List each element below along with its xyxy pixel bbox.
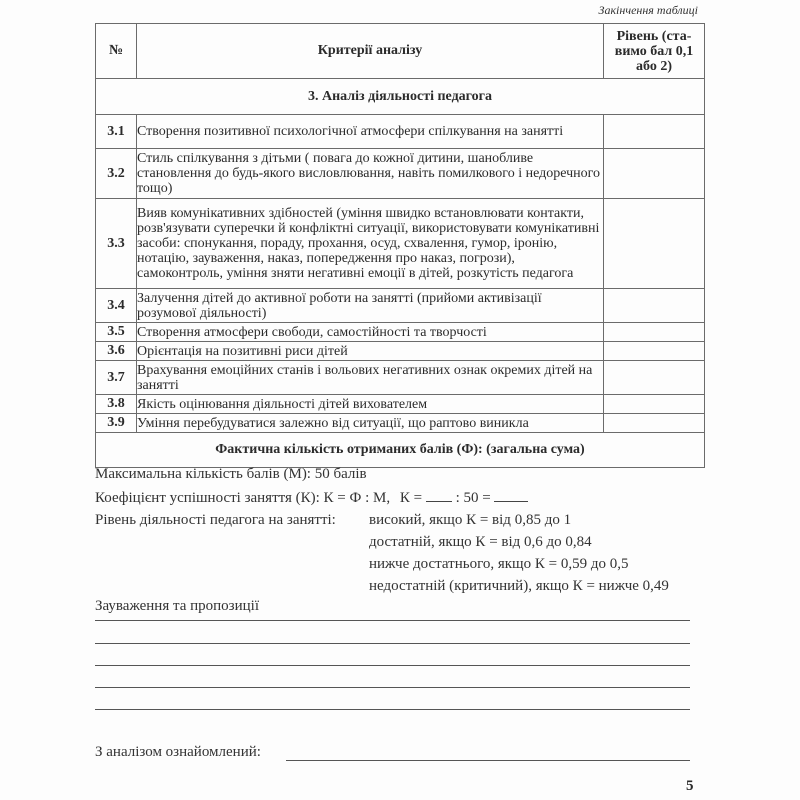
row-criteria: Уміння перебудуватися залежно від ситуації, що раптово виникла: [137, 414, 604, 433]
max-points-text: Максимальна кількість балів (М): 50 балів: [95, 466, 367, 482]
row-criteria: Вияв комунікативних здібностей (уміння швидко встановлювати контакти, розв'язувати суперечки й конфліктні ситуації, використовувати комунікативні засоби: спонукання, пораду, прохання, осуд, схвалення, гумор, іронію, нотацію, зауваження, наказ, попередження про наказ, погрози), самоконтроль, уміння зняти негативні емоції в дітей, розкутість педагога: [137, 199, 604, 289]
remarks-line[interactable]: [95, 665, 690, 666]
coefficient-formula: Коефіцієнт успішності заняття (К): К = Ф : М,: [95, 490, 391, 506]
phi-blank-field[interactable]: [426, 489, 452, 502]
row-number: 3.3: [96, 199, 137, 289]
page-number: 5: [686, 778, 694, 794]
row-number: 3.4: [96, 289, 137, 323]
continuation-label: Закінчення таблиці: [598, 3, 698, 17]
row-criteria: Орієнтація на позитивні риси дітей: [137, 342, 604, 361]
signature-line[interactable]: [286, 760, 690, 761]
row-score-cell[interactable]: [604, 342, 705, 361]
coefficient-line: [95, 489, 528, 507]
row-number: 3.7: [96, 361, 137, 395]
row-criteria: Створення позитивної психологічної атмосфери спілкування на занятті: [137, 115, 604, 149]
table-row: [96, 342, 705, 361]
header-criteria: Критерії аналізу: [137, 24, 604, 79]
remarks-line[interactable]: [95, 620, 690, 621]
row-number: 3.6: [96, 342, 137, 361]
row-score-cell[interactable]: [604, 289, 705, 323]
row-criteria: Якість оцінювання діяльності дітей вихователем: [137, 395, 604, 414]
remarks-line[interactable]: [95, 643, 690, 644]
section-row: [96, 79, 705, 115]
remarks-label: Зауваження та пропозиції: [95, 598, 259, 614]
row-number: 3.2: [96, 149, 137, 199]
row-score-cell[interactable]: [604, 199, 705, 289]
total-row: [96, 433, 705, 468]
row-criteria: Створення атмосфери свободи, самостійності та творчості: [137, 323, 604, 342]
row-number: 3.8: [96, 395, 137, 414]
level-sufficient: достатній, якщо К = від 0,6 до 0,84: [369, 534, 592, 550]
k-result-blank-field[interactable]: [494, 489, 528, 502]
coefficient-k: К =: [399, 490, 423, 506]
row-score-cell[interactable]: [604, 395, 705, 414]
table-row: [96, 395, 705, 414]
row-number: 3.1: [96, 115, 137, 149]
table-row: [96, 289, 705, 323]
table-row: [96, 323, 705, 342]
row-score-cell[interactable]: [604, 414, 705, 433]
row-score-cell[interactable]: [604, 149, 705, 199]
acknowledged-label: З аналізом ознайомлений:: [95, 744, 261, 760]
remarks-line[interactable]: [95, 687, 690, 688]
level-high: високий, якщо К = від 0,85 до 1: [369, 512, 572, 528]
table-row: [96, 115, 705, 149]
row-criteria: Залучення дітей до активної роботи на занятті (прийоми активізації розумової діяльності): [137, 289, 604, 323]
table-row: [96, 414, 705, 433]
section-title: 3. Аналіз діяльності педагога: [96, 79, 705, 115]
row-number: 3.9: [96, 414, 137, 433]
header-number: №: [96, 24, 137, 79]
row-score-cell[interactable]: [604, 323, 705, 342]
table-row: [96, 149, 705, 199]
header-level: Рівень (ста-вимо бал 0,1 або 2): [604, 24, 705, 79]
table-header-row: [96, 24, 705, 79]
coefficient-divisor: : 50 =: [455, 490, 491, 506]
row-score-cell[interactable]: [604, 361, 705, 395]
level-label: Рівень діяльності педагога на занятті:: [95, 512, 336, 528]
remarks-line[interactable]: [95, 709, 690, 710]
row-criteria: Врахування емоційних станів і вольових негативних ознак окремих дітей на занятті: [137, 361, 604, 395]
total-label: Фактична кількість отриманих балів (Ф): (загальна сума): [96, 433, 705, 468]
table-row: [96, 361, 705, 395]
row-criteria: Стиль спілкування з дітьми ( повага до кожної дитини, шанобливе становлення до будь-якого висловлювання, навіть помилкового і недоречного тощо): [137, 149, 604, 199]
table-row: [96, 199, 705, 289]
row-score-cell[interactable]: [604, 115, 705, 149]
criteria-table: [95, 23, 705, 468]
level-insufficient: недостатній (критичний), якщо К = нижче 0,49: [369, 578, 669, 594]
level-below-sufficient: нижче достатнього, якщо К = 0,59 до 0,5: [369, 556, 629, 572]
row-number: 3.5: [96, 323, 137, 342]
